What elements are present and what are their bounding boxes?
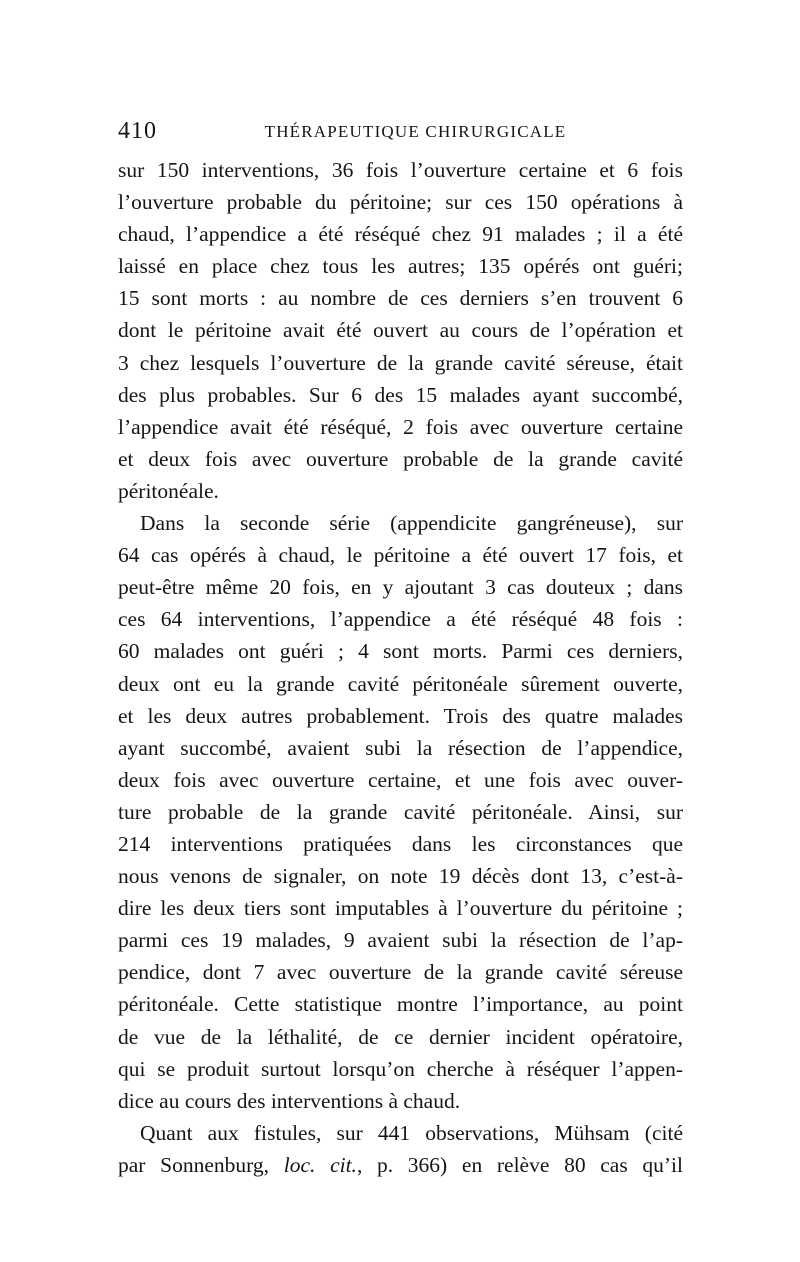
- text-line: sur 150 interventions, 36 fois l’ouverture certaine et 6 fois: [118, 158, 683, 182]
- text-line: ture probable de la grande cavité péritonéale. Ainsi, sur: [118, 799, 683, 824]
- paragraph-1: [118, 154, 683, 507]
- page-header: [118, 116, 683, 146]
- paragraph-2: [118, 507, 683, 1117]
- text-line: 15 sont morts : au nombre de ces derniers s’en trouvent 6: [118, 286, 683, 311]
- page-number: 410: [118, 118, 157, 144]
- text-line: qui se produit surtout lorsqu’on cherche à réséquer l’appen-: [118, 1056, 683, 1081]
- text-line: l’ouverture probable du péritoine; sur ces 150 opérations à: [118, 190, 683, 215]
- text-line: nous venons de signaler, on note 19 décès dont 13, c’est-à-: [118, 864, 683, 889]
- text-line: ayant succombé, avaient subi la résection de l’appendice,: [118, 735, 683, 760]
- text-line: laissé en place chez tous les autres; 135 opérés ont guéri;: [118, 254, 683, 279]
- text-line: et les deux autres probablement. Trois des quatre malades: [118, 703, 683, 728]
- text-line: 64 cas opérés à chaud, le péritoine a été ouvert 17 fois, et: [118, 543, 683, 568]
- text-line: parmi ces 19 malades, 9 avaient subi la résection de l’ap-: [118, 928, 683, 953]
- citation-italic-cit: cit.: [330, 1152, 357, 1177]
- text-run: par Sonnenburg,: [118, 1152, 284, 1177]
- text-line: deux ont eu la grande cavité péritonéale sûrement ouverte,: [118, 671, 683, 696]
- text-line: 214 interventions pratiquées dans les circonstances que: [118, 831, 683, 856]
- citation-italic-loc: loc.: [283, 1152, 316, 1177]
- text-line: dice au cours des interventions à chaud.: [118, 1088, 461, 1113]
- paragraph-3: [118, 1117, 683, 1181]
- text-line: Dans la seconde série (appendicite gangréneuse), sur: [140, 511, 683, 536]
- text-line: pendice, dont 7 avec ouverture de la grande cavité séreuse: [118, 960, 683, 985]
- text-line: de vue de la léthalité, de ce dernier incident opératoire,: [118, 1024, 683, 1049]
- text-line: 3 chez lesquels l’ouverture de la grande cavité séreuse, était: [118, 350, 683, 375]
- text-run: , p. 366) en relève 80 cas qu’il: [356, 1152, 683, 1177]
- text-line: ces 64 interventions, l’appendice a été réséqué 48 fois :: [118, 607, 683, 632]
- text-line: péritonéale. Cette statistique montre l’importance, au point: [118, 992, 683, 1017]
- text-line: deux fois avec ouverture certaine, et une fois avec ouver-: [118, 767, 683, 792]
- body-text: [118, 154, 683, 1181]
- text-line: l’appendice avait été réséqué, 2 fois avec ouverture certaine: [118, 414, 683, 439]
- text-run: [315, 1153, 330, 1177]
- text-line: peut-être même 20 fois, en y ajoutant 3 cas douteux ; dans: [118, 575, 683, 600]
- text-line: chaud, l’appendice a été réséqué chez 91 malades ; il a été: [118, 222, 683, 247]
- text-line: et deux fois avec ouverture probable de la grande cavité: [118, 446, 683, 471]
- text-line: dont le péritoine avait été ouvert au cours de l’opération et: [118, 318, 683, 343]
- running-title: THÉRAPEUTIQUE CHIRURGICALE: [264, 122, 567, 141]
- text-line: dire les deux tiers sont imputables à l’ouverture du péritoine ;: [118, 896, 683, 921]
- text-line: 60 malades ont guéri ; 4 sont morts. Parmi ces derniers,: [118, 639, 683, 664]
- text-line: des plus probables. Sur 6 des 15 malades ayant succombé,: [118, 382, 683, 407]
- text-line: Quant aux fistules, sur 441 observations, Mühsam (cité: [140, 1120, 683, 1145]
- text-line: péritonéale.: [118, 478, 219, 503]
- text-line-with-citation: [118, 1149, 683, 1181]
